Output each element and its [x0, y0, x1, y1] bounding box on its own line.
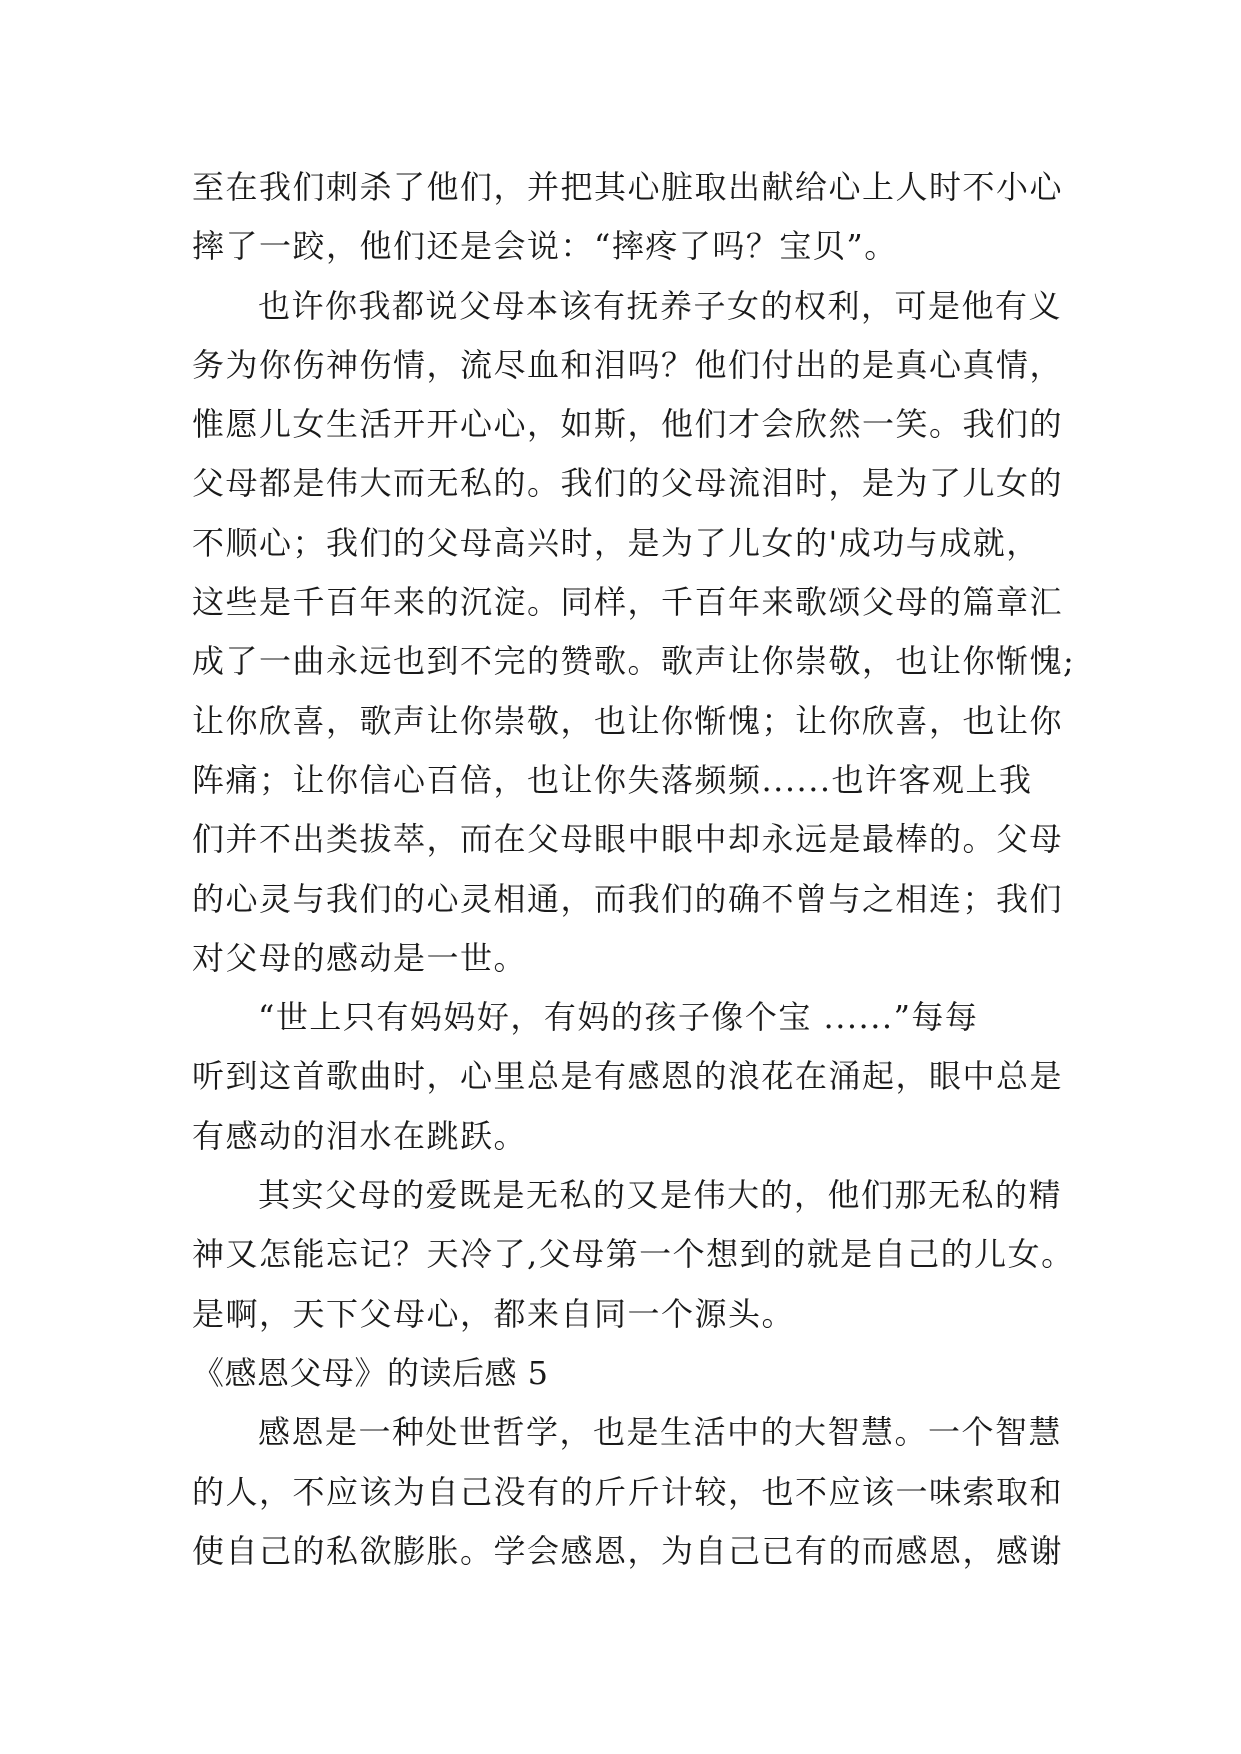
section-heading: 《感恩父母》的读后感 5 — [192, 1353, 549, 1392]
text-line: 不顺心；我们的父母高兴时，是为了儿女的'成功与成就， — [192, 523, 1040, 562]
text-line: 父母都是伟大而无私的。我们的父母流泪时，是为了儿女的 — [192, 464, 1064, 503]
text-line: 这些是千百年来的沉淀。同样，千百年来歌颂父母的篇章汇 — [192, 583, 1064, 622]
text-line: 摔了一跤，他们还是会说：“摔疼了吗？宝贝”。 — [192, 227, 898, 266]
text-line: 听到这首歌曲时，心里总是有感恩的浪花在涌起，眼中总是 — [192, 1057, 1064, 1096]
paragraph-start-line: 感恩是一种处世哲学，也是生活中的大智慧。一个智慧 — [258, 1413, 1063, 1452]
text-line: 使自己的私欲膨胀。学会感恩，为自己已有的而感恩，感谢 — [192, 1531, 1064, 1570]
text-line: 成了一曲永远也到不完的赞歌。歌声让你崇敬，也让你惭愧; — [192, 642, 1076, 681]
text-line: 让你欣喜，歌声让你崇敬，也让你惭愧；让你欣喜，也让你 — [192, 701, 1064, 740]
text-line: 务为你伤神伤情，流尽血和泪吗？他们付出的是真心真情， — [192, 345, 1064, 384]
text-line: 的人，不应该为自己没有的斤斤计较，也不应该一味索取和 — [192, 1472, 1064, 1511]
paragraph-start-line: 也许你我都说父母本该有抚养子女的权利，可是他有义 — [258, 286, 1063, 325]
text-line: 们并不出类拔萃，而在父母眼中眼中却永远是最棒的。父母 — [192, 820, 1064, 859]
paragraph-start-line: 其实父母的爱既是无私的又是伟大的，他们那无私的精 — [258, 1176, 1063, 1215]
text-line: 阵痛；让你信心百倍，也让你失落频频......也许客观上我 — [192, 760, 1033, 799]
text-line: 神又怎能忘记？天冷了,父母第一个想到的就是自己的儿女。 — [192, 1235, 1075, 1274]
text-line: 惟愿儿女生活开开心心，如斯，他们才会欣然一笑。我们的 — [192, 405, 1064, 444]
text-line: 至在我们刺杀了他们，并把其心脏取出献给心上人时不小心 — [192, 168, 1064, 206]
document-body — [192, 158, 1076, 1581]
paragraph-start-line: “世上只有妈妈好，有妈的孩子像个宝 ......”每每 — [258, 998, 979, 1037]
text-line: 是啊，天下父母心，都来自同一个源头。 — [192, 1294, 796, 1333]
text-line: 有感动的泪水在跳跃。 — [192, 1116, 528, 1155]
text-line: 的心灵与我们的心灵相通，而我们的确不曾与之相连；我们 — [192, 879, 1064, 918]
text-line: 对父母的感动是一世。 — [192, 938, 528, 977]
